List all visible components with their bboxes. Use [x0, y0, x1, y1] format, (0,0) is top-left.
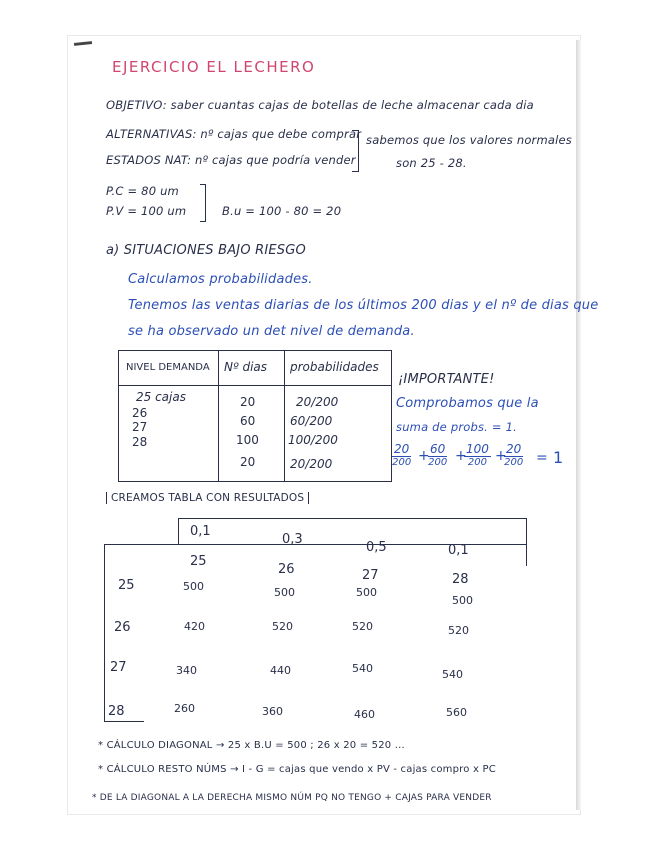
table1-prob-0: 20/200	[296, 395, 339, 409]
table2-cell: 520	[448, 624, 469, 637]
table1-days-3: 20	[240, 455, 256, 469]
table1-demand-0: 25 cajas	[136, 390, 186, 404]
tenemos-line-1: Tenemos las ventas diarias de los últimos 200 dias y el nº de dias que	[128, 298, 599, 313]
table1-col-rule-1	[218, 350, 219, 482]
sum-term-2: 100 200	[466, 442, 489, 468]
table2-row-alt: 26	[114, 620, 131, 635]
price-bracket	[200, 184, 206, 222]
table2-state-2: 27	[362, 568, 379, 583]
equals-sign: =	[536, 450, 548, 466]
table1-days-1: 60	[240, 414, 256, 428]
table1-prob-3: 20/200	[290, 457, 333, 471]
table2-cell: 560	[446, 706, 467, 719]
sum-term-3: 20 200	[504, 442, 524, 468]
table2-row-alt: 28	[108, 704, 125, 719]
sum-result: 1	[553, 448, 564, 467]
table2-state-0: 25	[190, 554, 207, 569]
results-table-heading: CREAMOS TABLA CON RESULTADOS	[106, 492, 309, 504]
table1-prob-1: 60/200	[290, 414, 333, 428]
sale-price: P.V = 100 um	[106, 204, 187, 218]
table2-state-3: 28	[452, 572, 469, 587]
table1-header-rule	[118, 385, 392, 386]
sum-term-0: 20 200	[392, 442, 412, 468]
calc-prob-line: Calculamos probabilidades.	[128, 272, 313, 287]
table2-prob-1: 0,3	[282, 532, 303, 547]
table2-cell: 420	[184, 620, 205, 633]
table2-cell: 500	[356, 586, 377, 599]
table2-cell: 340	[176, 664, 197, 677]
table1-demand-3: 28	[132, 435, 148, 449]
table2-bottom-rule	[104, 721, 144, 722]
unit-benefit: B.u = 100 - 80 = 20	[222, 204, 342, 218]
note-normal-values: sabemos que los valores normales	[366, 133, 572, 147]
table2-state-1: 26	[278, 562, 295, 577]
estados-line: ESTADOS NAT: nº cajas que podría vender	[106, 153, 356, 167]
table1-prob-2: 100/200	[288, 433, 338, 447]
table1-days-2: 100	[236, 433, 259, 447]
table2-cell: 360	[262, 705, 283, 718]
purchase-cost: P.C = 80 um	[106, 184, 179, 198]
plus-sign: +	[418, 448, 430, 464]
table2-prob-2: 0,5	[366, 540, 387, 555]
table2-cell: 540	[352, 662, 373, 675]
table1-header-prob: probabilidades	[290, 360, 379, 374]
plus-sign: +	[495, 448, 507, 464]
comprobamos-line-2: suma de probs. = 1.	[396, 420, 517, 434]
note-derecha: * DE LA DIAGONAL A LA DERECHA MISMO NÚM PQ NO TENGO + CAJAS PARA VENDER	[92, 793, 492, 803]
table2-cell: 500	[274, 586, 295, 599]
table1-demand-1: 26	[132, 406, 148, 420]
alternativas-line: ALTERNATIVAS: nº cajas que debe comprar	[106, 127, 362, 141]
note-range: son 25 - 28.	[396, 156, 467, 170]
table2-cell: 520	[352, 620, 373, 633]
table2-prob-0: 0,1	[190, 524, 211, 539]
table2-row-alt: 25	[118, 578, 135, 593]
table2-right-rule	[526, 518, 527, 566]
note-diagonal: * CÁLCULO DIAGONAL → 25 x B.U = 500 ; 26 x 20 = 520 ...	[98, 740, 405, 751]
table1-days-0: 20	[240, 395, 256, 409]
comprobamos-line-1: Comprobamos que la	[396, 396, 539, 411]
table2-left-rule	[104, 544, 105, 722]
table2-cell: 500	[183, 580, 204, 593]
alternatives-bracket	[352, 130, 359, 172]
page-title: EJERCICIO EL LECHERO	[112, 58, 316, 76]
objetivo-line: OBJETIVO: saber cuantas cajas de botellas de leche almacenar cada dia	[106, 98, 534, 112]
table2-cell: 440	[270, 664, 291, 677]
tenemos-line-2: se ha observado un det nivel de demanda.	[128, 324, 415, 339]
sum-term-1: 60 200	[428, 442, 448, 468]
table1-header-days: Nº dias	[224, 360, 268, 374]
table2-cell: 260	[174, 702, 195, 715]
section-a-heading: a) SITUACIONES BAJO RIESGO	[106, 243, 306, 258]
table2-prob-left-rule	[178, 518, 179, 544]
table2-cell: 460	[354, 708, 375, 721]
table2-cell: 520	[272, 620, 293, 633]
table2-top-rule	[178, 518, 526, 519]
table2-prob-3: 0,1	[448, 543, 469, 558]
importante-note: ¡IMPORTANTE!	[398, 372, 495, 387]
page-edge-shadow	[576, 40, 582, 810]
table1-demand-2: 27	[132, 420, 148, 434]
plus-sign: +	[455, 448, 467, 464]
table1-header-demand: NIVEL DEMANDA	[126, 362, 210, 373]
table2-cell: 500	[452, 594, 473, 607]
table2-row-alt: 27	[110, 660, 127, 675]
table1-col-rule-2	[284, 350, 285, 482]
table2-cell: 540	[442, 668, 463, 681]
note-resto: * CÁLCULO RESTO NÚMS → I - G = cajas que vendo x PV - cajas compro x PC	[98, 764, 496, 775]
